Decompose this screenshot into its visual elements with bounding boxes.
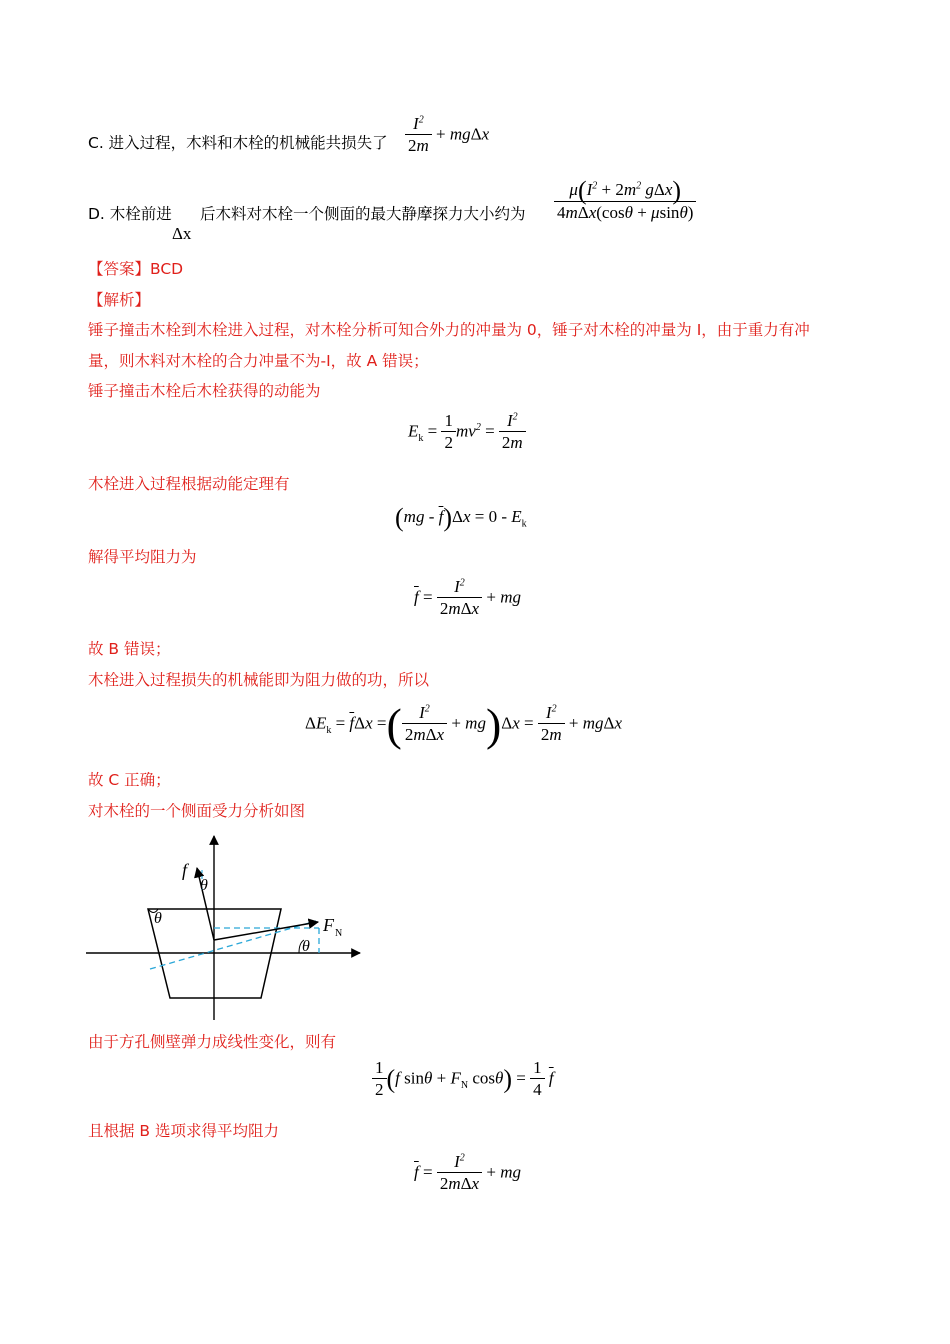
analysis-paragraph-8: 对木栓的一个侧面受力分析如图 bbox=[88, 802, 306, 820]
equation-average-resistance-repeat: $\overline{f}$ = $\frac{I^2}{\text{2mΔx}}$ + mg bbox=[414, 1152, 521, 1193]
analysis-paragraph-5: 故 B 错误； bbox=[88, 640, 171, 658]
analysis-paragraph-1b: 量，则木料对木栓的合力冲量不为-I，故 A 错误； bbox=[88, 352, 429, 370]
equation-average-resistance: $\overline{f}$ = $\frac{I^2}{\text{2mΔx}}$ + mg bbox=[414, 577, 521, 618]
equation-linear-force: $\frac{1}{2}$ (f $\sin\theta + F_N$ cosθ) = $\frac{1}{4}$ $\overline{f}$ bbox=[372, 1058, 554, 1101]
dashed-normal-line bbox=[150, 921, 316, 969]
option-d-formula: $\frac{\mu(I^2 + 2m^2 g\Delta x)}{\text{4mΔx(cosθ + μsinθ)}}$ bbox=[554, 180, 696, 224]
analysis-paragraph-10: 且根据 B 选项求得平均阻力 bbox=[88, 1122, 279, 1140]
analysis-paragraph-3: 木栓进入过程根据动能定理有 bbox=[88, 475, 290, 493]
analysis-paragraph-4: 解得平均阻力为 bbox=[88, 548, 197, 566]
force-analysis-diagram bbox=[84, 830, 374, 1030]
label-fn: F bbox=[323, 915, 334, 935]
option-d-text-b: 后木料对木栓一个侧面的最大静摩探力大小约为 bbox=[200, 205, 526, 223]
label-fn-sub: N bbox=[335, 928, 343, 939]
option-d-dx: Δx bbox=[172, 224, 192, 243]
option-c-text: C. 进入过程，木料和木栓的机械能共损失了 bbox=[88, 134, 388, 152]
analysis-paragraph-1a: 锤子撞击木栓到木栓进入过程，对木栓分析可知合外力的冲量为 0，锤子对木栓的冲量为 I，由于重力有冲 bbox=[88, 321, 810, 339]
analysis-paragraph-6: 木栓进入过程损失的机械能即为阻力做的功，所以 bbox=[88, 671, 430, 689]
analysis-paragraph-7: 故 C 正确； bbox=[88, 771, 171, 789]
option-d-text-a: D. 木栓前进 bbox=[88, 205, 172, 223]
label-theta-right: θ bbox=[302, 938, 310, 955]
answer-label: 【答案】BCD bbox=[88, 260, 184, 278]
equation-work-energy: $(mg - \overline{f})\Delta x = 0 - E_k$ bbox=[395, 503, 527, 532]
label-theta-top: θ bbox=[200, 877, 208, 894]
label-theta-left: θ bbox=[154, 910, 162, 927]
analysis-heading: 【解析】 bbox=[88, 291, 151, 309]
label-f: f bbox=[182, 860, 188, 880]
analysis-paragraph-9: 由于方孔侧壁弹力成线性变化，则有 bbox=[88, 1033, 337, 1051]
equation-energy-loss: $\Delta E_k = \overline{f}\Delta x$ =( $\frac{I^2}{\text{2mΔx}}$ + mg)Δx = $\frac{I^2}{2m}$ + mgΔx bbox=[305, 699, 622, 750]
equation-kinetic-energy: $E_k$ = $\frac{1}{2}$ $mv^2$ = $\frac{I^2}{2m}$ bbox=[408, 411, 526, 454]
option-c-formula: $\frac{I^2}{2m}$ + mgΔx bbox=[405, 114, 489, 157]
analysis-paragraph-2: 锤子撞击木栓后木栓获得的动能为 bbox=[88, 382, 321, 400]
